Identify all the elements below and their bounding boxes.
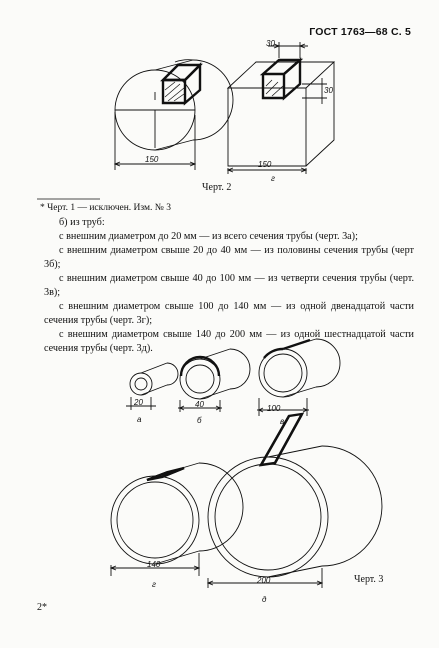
fig3-label-a: а <box>137 415 142 424</box>
paragraph: с внешним диаметром свыше 140 до 200 мм — из одной шестнадцатой части сечения трубы (черт. 3д). <box>44 329 414 354</box>
paragraph: с внешним диаметром свыше 40 до 100 мм — из четверти сечения трубы (черт. 3в); <box>44 273 414 298</box>
fig3-caption: Черт. 3 <box>354 574 384 585</box>
fig3-tube-g <box>111 463 243 576</box>
fig2-caption: Черт. 2 <box>202 182 232 193</box>
fig3-dim-v: 100 <box>267 404 281 413</box>
page-header: ГОСТ 1763—68 С. 5 <box>309 26 411 38</box>
fig2-dim-left: 150 <box>145 155 159 164</box>
fig3-dim-g: 140 <box>147 560 161 569</box>
fig3-dim-a: 20 <box>134 398 143 407</box>
fig3-tube-d <box>208 414 382 588</box>
paragraph: с внешним диаметром свыше 20 до 40 мм — из половины сечения трубы (черт 3б); <box>44 245 414 270</box>
fig3-label-g: г <box>152 580 156 589</box>
fig3-dim-b: 40 <box>195 400 204 409</box>
fig3-label-b: б <box>197 416 202 425</box>
fig3-tube-b <box>178 349 250 412</box>
fig3-label-d: д <box>262 595 267 604</box>
fig2-sub-label: г <box>271 174 275 183</box>
fig3-label-v: в <box>280 417 285 426</box>
page-number: 2* <box>37 602 47 613</box>
fig2-dim-right: 150 <box>258 160 272 169</box>
fig3-dim-d: 200 <box>257 576 271 585</box>
paragraph: с внешним диаметром до 20 мм — из всего сечения трубы (черт. 3а); <box>59 231 358 242</box>
paragraph: с внешним диаметром свыше 100 до 140 мм — из одной двенадцатой части сечения трубы (черт. 3г); <box>44 301 414 326</box>
fig2-dim-side: 30 <box>324 86 333 95</box>
paragraph: б) из труб: <box>59 217 105 228</box>
footnote: * Черт. 1 — исключен. Изм. № 3 <box>40 203 171 213</box>
fig2-dim-top: 30 <box>266 39 275 48</box>
